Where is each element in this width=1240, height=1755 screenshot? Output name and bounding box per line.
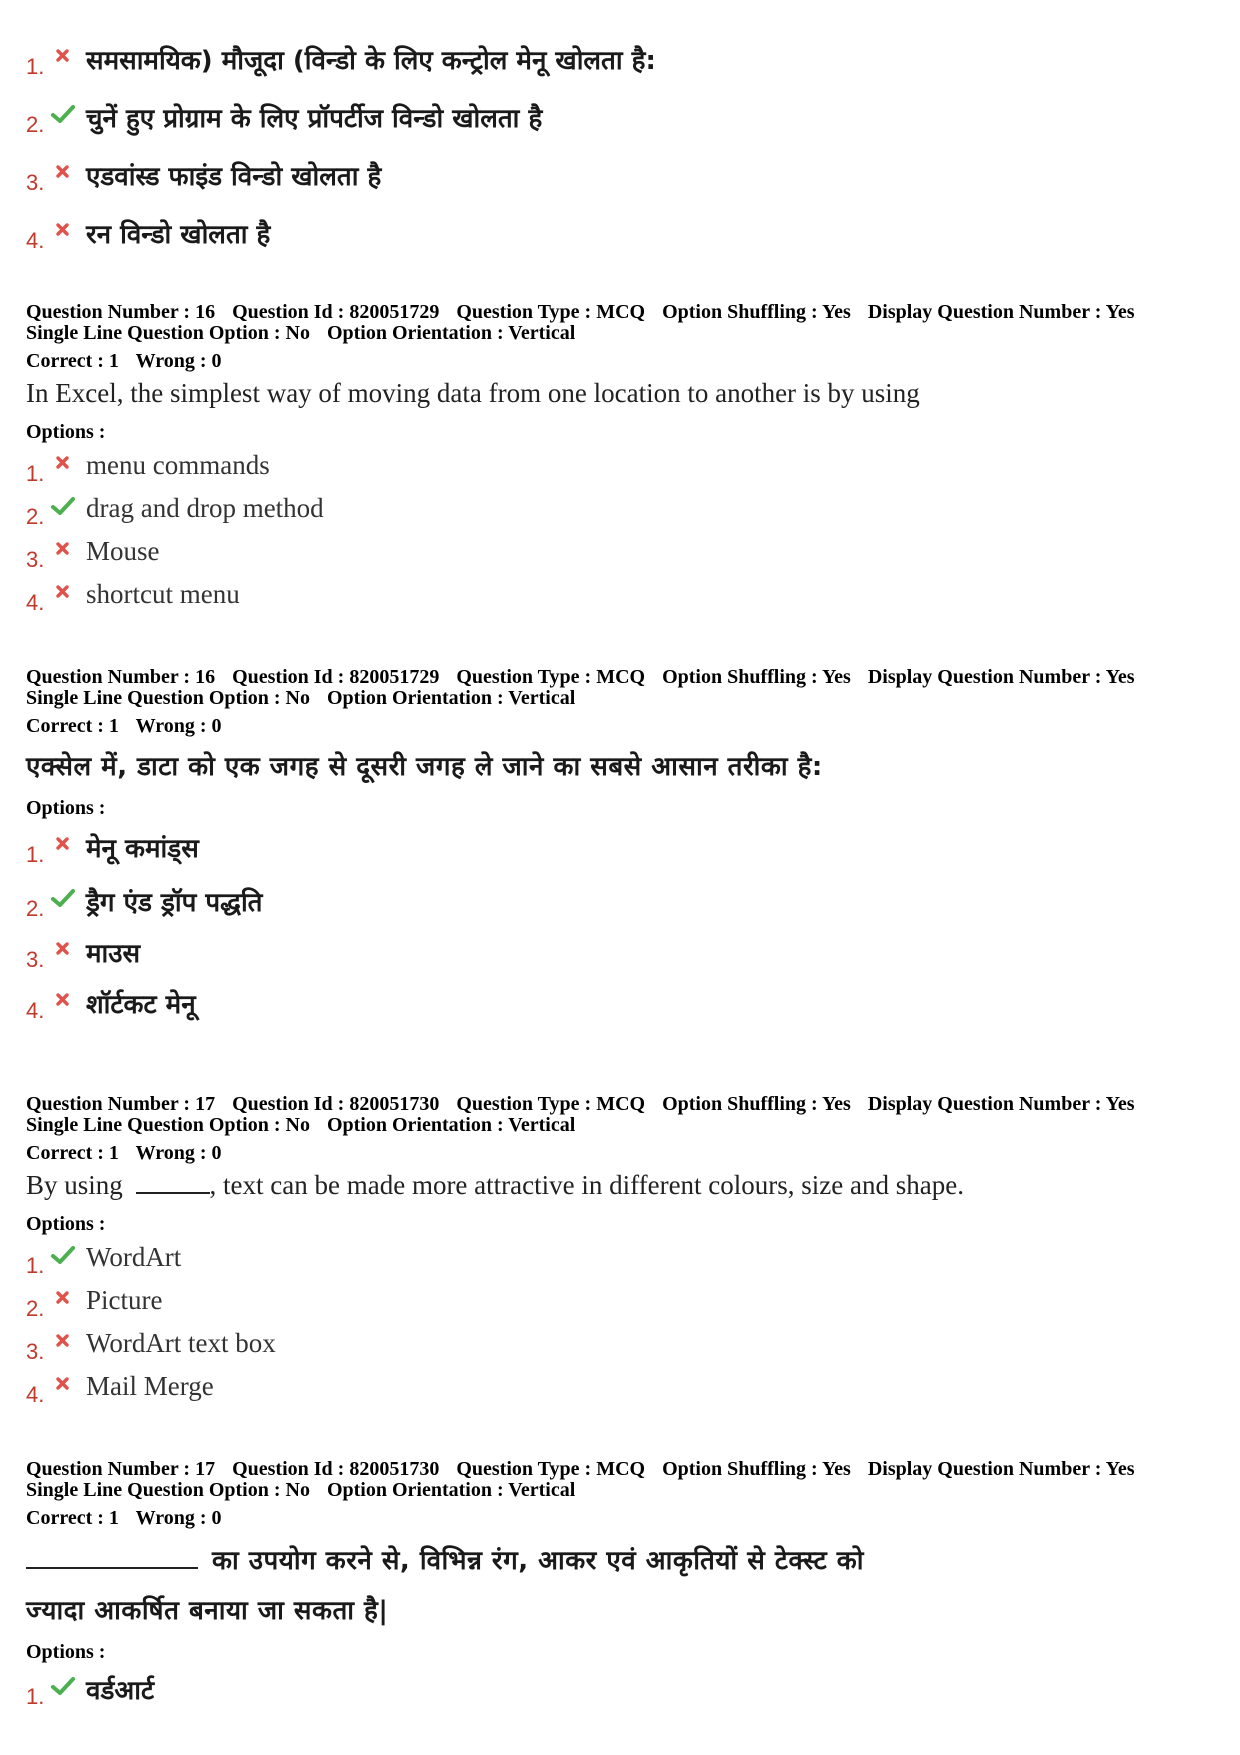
question-number: 17 (195, 1093, 216, 1115)
check-icon (50, 495, 78, 519)
single-line-option: No (285, 687, 310, 709)
option-number: 1. (26, 1252, 45, 1278)
top-options-block (26, 30, 1216, 262)
option-orientation: Vertical (508, 687, 576, 709)
question-block (26, 1094, 1216, 1408)
question-block (26, 1459, 1216, 1714)
option-item (26, 1322, 1216, 1365)
meta-label: Question Id : (232, 1458, 345, 1480)
meta-label: Question Id : (232, 301, 345, 323)
question-statement: एक्सेल में, डाटा को एक जगह से दूसरी जगह ले जाने का सबसे आसान तरीका है: (26, 752, 823, 782)
option-number: 3. (26, 947, 45, 972)
option-text: ड्रैग एंड ड्रॉप पद्धति (86, 888, 263, 918)
question-statement (26, 1170, 1216, 1201)
check-icon (50, 103, 78, 127)
option-number: 1. (26, 54, 45, 79)
option-item (26, 88, 1216, 146)
options-label: Options : (26, 1213, 106, 1235)
meta-label: Display Question Number : (867, 1458, 1102, 1480)
check-icon (50, 1244, 78, 1268)
option-item (26, 444, 1216, 487)
meta-label: Correct : (26, 1507, 104, 1529)
question-number: 17 (195, 1458, 216, 1480)
question-number: 16 (195, 666, 216, 688)
question-meta (26, 667, 1216, 737)
meta-label: Question Id : (232, 1093, 345, 1115)
display-question-number: Yes (1105, 301, 1135, 323)
meta-label: Question Type : (456, 666, 592, 688)
option-item (26, 1279, 1216, 1322)
option-text: समसामयिक) मौजूदा (विन्डो के लिए कन्ट्रोल मेनू खोलता है: (86, 46, 656, 76)
option-text: शॉर्टकट मेनू (86, 990, 196, 1020)
question-statement (26, 1541, 1216, 1577)
option-shuffling: Yes (821, 301, 851, 323)
meta-label: Single Line Question Option : (26, 1114, 281, 1136)
meta-label: Option Shuffling : (662, 666, 818, 688)
options-list (26, 1236, 1216, 1408)
question-number: 16 (195, 301, 216, 323)
option-item (26, 530, 1216, 573)
meta-label: Question Number : (26, 301, 191, 323)
meta-label: Option Shuffling : (662, 1093, 818, 1115)
wrong-marks: 0 (211, 1142, 222, 1164)
question-id: 820051730 (349, 1458, 440, 1480)
option-text: चुनें हुए प्रोग्राम के लिए प्रॉपर्टीज विन्डो खोलता है (86, 104, 543, 134)
option-item (26, 1236, 1216, 1279)
meta-label: Single Line Question Option : (26, 1479, 281, 1501)
option-item (26, 976, 1216, 1030)
cross-icon (50, 538, 78, 562)
option-text: एडवांस्ड फाइंड विन्डो खोलता है (86, 162, 382, 192)
option-text: Picture (86, 1285, 163, 1315)
meta-label: Question Type : (456, 301, 592, 323)
display-question-number: Yes (1105, 666, 1135, 688)
question-type: MCQ (596, 301, 646, 323)
option-text: WordArt (86, 1242, 182, 1272)
cross-icon (50, 938, 78, 962)
option-number: 2. (26, 1295, 45, 1321)
cross-icon (50, 219, 78, 243)
option-text: shortcut menu (86, 579, 240, 609)
option-number: 2. (26, 112, 45, 137)
option-orientation: Vertical (508, 1114, 576, 1136)
option-number: 3. (26, 1338, 45, 1364)
meta-label: Correct : (26, 1142, 104, 1164)
correct-marks: 1 (108, 715, 119, 737)
correct-marks: 1 (108, 1507, 119, 1529)
option-item (26, 573, 1216, 616)
option-item (26, 928, 1216, 976)
option-number: 3. (26, 546, 45, 572)
question-block (26, 667, 1216, 1030)
cross-icon (50, 581, 78, 605)
meta-label: Option Orientation : (326, 322, 504, 344)
check-icon (50, 1675, 78, 1699)
check-icon (50, 887, 78, 911)
question-meta (26, 1459, 1216, 1529)
option-item (26, 146, 1216, 204)
display-question-number: Yes (1105, 1458, 1135, 1480)
meta-label: Wrong : (135, 1507, 207, 1529)
meta-label: Option Orientation : (326, 687, 504, 709)
question-id: 820051730 (349, 1093, 440, 1115)
cross-icon (50, 452, 78, 476)
option-number: 4. (26, 228, 45, 253)
meta-label: Single Line Question Option : (26, 322, 281, 344)
options-list (26, 444, 1216, 616)
option-item (26, 204, 1216, 262)
option-text: Mail Merge (86, 1371, 214, 1401)
meta-label: Wrong : (135, 715, 207, 737)
options-label: Options : (26, 1641, 106, 1663)
question-statement: In Excel, the simplest way of moving data from one location to another is by using (26, 378, 920, 408)
meta-label: Option Shuffling : (662, 1458, 818, 1480)
question-type: MCQ (596, 1458, 646, 1480)
option-text: रन विन्डो खोलता है (86, 220, 271, 250)
option-item (26, 1365, 1216, 1408)
correct-marks: 1 (108, 1142, 119, 1164)
meta-label: Display Question Number : (867, 301, 1102, 323)
meta-label: Correct : (26, 350, 104, 372)
option-text: drag and drop method (86, 493, 324, 523)
option-text: मेनू कमांड्स (86, 834, 199, 864)
option-item (26, 487, 1216, 530)
wrong-marks: 0 (211, 350, 222, 372)
option-text: WordArt text box (86, 1328, 276, 1358)
options-label: Options : (26, 797, 106, 819)
question-meta (26, 1094, 1216, 1164)
option-number: 1. (26, 842, 45, 867)
options-list (26, 1664, 1216, 1714)
options-list (26, 30, 1216, 262)
option-shuffling: Yes (821, 1458, 851, 1480)
meta-label: Question Number : (26, 666, 191, 688)
option-item (26, 820, 1216, 874)
cross-icon (50, 161, 78, 185)
option-text: menu commands (86, 450, 270, 480)
meta-label: Correct : (26, 715, 104, 737)
option-number: 3. (26, 170, 45, 195)
option-text: माउस (86, 939, 141, 969)
meta-label: Option Orientation : (326, 1114, 504, 1136)
cross-icon (50, 1373, 78, 1397)
answer-blank (136, 1172, 210, 1194)
meta-label: Question Id : (232, 666, 345, 688)
option-text: वर्डआर्ट (86, 1676, 155, 1706)
meta-label: Display Question Number : (867, 666, 1102, 688)
meta-label: Question Number : (26, 1093, 191, 1115)
option-item (26, 1664, 1216, 1714)
option-orientation: Vertical (508, 1479, 576, 1501)
single-line-option: No (285, 1479, 310, 1501)
meta-label: Question Number : (26, 1458, 191, 1480)
option-number: 1. (26, 460, 45, 486)
question-block (26, 302, 1216, 616)
question-statement-line-2: ज्यादा आकर्षित बनाया जा सकता है| (26, 1596, 389, 1626)
option-shuffling: Yes (821, 1093, 851, 1115)
question-meta (26, 302, 1216, 372)
meta-label: Display Question Number : (867, 1093, 1102, 1115)
option-number: 1. (26, 1684, 45, 1709)
question-id: 820051729 (349, 666, 440, 688)
answer-blank (26, 1543, 198, 1569)
option-number: 2. (26, 503, 45, 529)
statement-pre: By using (26, 1170, 123, 1200)
display-question-number: Yes (1105, 1093, 1135, 1115)
statement-line-1: का उपयोग करने से, विभिन्न रंग, आकर एवं आकृतियों से टेक्स्ट को (212, 1546, 864, 1576)
cross-icon (50, 45, 78, 69)
options-list (26, 820, 1216, 1030)
meta-label: Question Type : (456, 1458, 592, 1480)
cross-icon (50, 1330, 78, 1354)
cross-icon (50, 989, 78, 1013)
statement-post: , text can be made more attractive in different colours, size and shape. (209, 1170, 964, 1200)
single-line-option: No (285, 322, 310, 344)
cross-icon (50, 1287, 78, 1311)
wrong-marks: 0 (211, 715, 222, 737)
question-id: 820051729 (349, 301, 440, 323)
meta-label: Wrong : (135, 350, 207, 372)
option-number: 2. (26, 896, 45, 921)
options-label: Options : (26, 421, 106, 443)
correct-marks: 1 (108, 350, 119, 372)
meta-label: Single Line Question Option : (26, 687, 281, 709)
meta-label: Option Shuffling : (662, 301, 818, 323)
option-number: 4. (26, 998, 45, 1023)
option-shuffling: Yes (821, 666, 851, 688)
option-number: 4. (26, 1381, 45, 1407)
cross-icon (50, 833, 78, 857)
meta-label: Wrong : (135, 1142, 207, 1164)
question-type: MCQ (596, 666, 646, 688)
option-item (26, 874, 1216, 928)
meta-label: Question Type : (456, 1093, 592, 1115)
option-orientation: Vertical (508, 322, 576, 344)
option-text: Mouse (86, 536, 160, 566)
option-number: 4. (26, 589, 45, 615)
wrong-marks: 0 (211, 1507, 222, 1529)
meta-label: Option Orientation : (326, 1479, 504, 1501)
question-type: MCQ (596, 1093, 646, 1115)
option-item (26, 30, 1216, 88)
single-line-option: No (285, 1114, 310, 1136)
